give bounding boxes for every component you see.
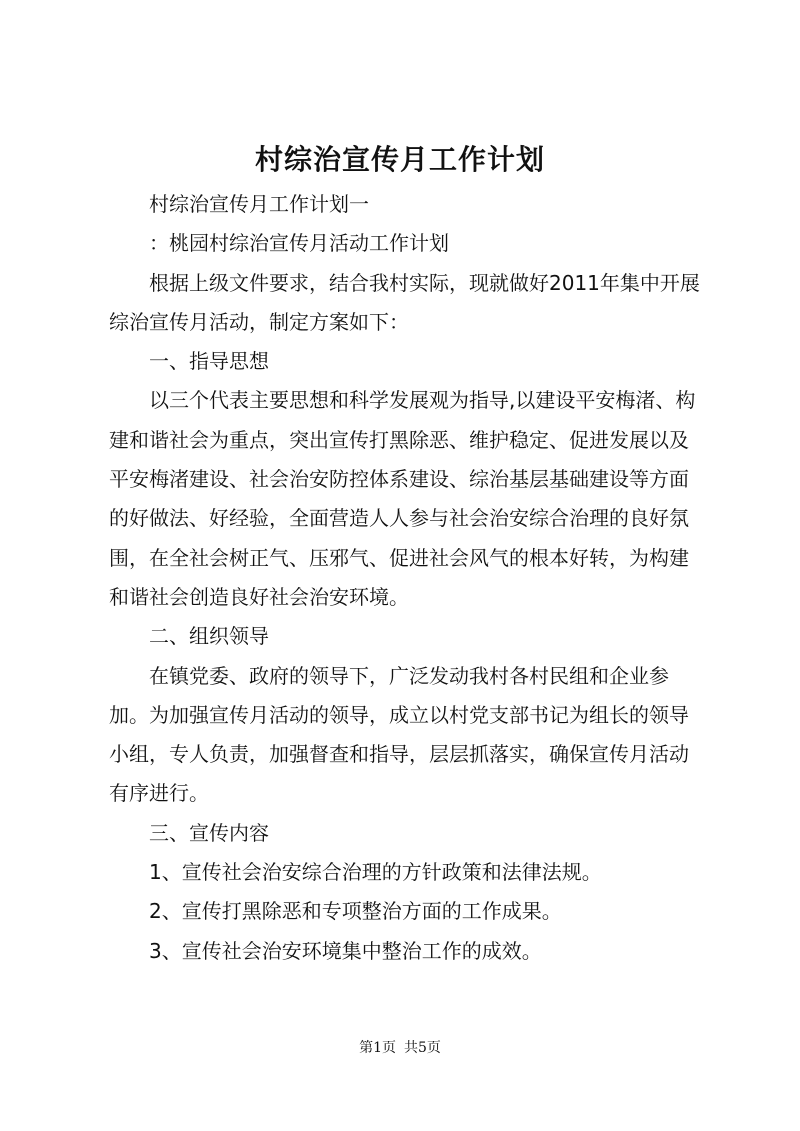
section-heading-content: 三、宣传内容: [149, 820, 269, 845]
section-heading-organization: 二、组织领导: [149, 624, 269, 649]
page-number: 第1页: [359, 1040, 396, 1056]
page-total: 共5页: [404, 1040, 441, 1056]
document-title: 村综治宣传月工作计划: [254, 143, 545, 176]
content-item-1: 1、宣传社会治安综合治理的方针政策和法律法规。: [149, 860, 602, 885]
section-heading-guiding-thought: 一、指导思想: [149, 349, 269, 374]
content-item-2: 2、宣传打黑除恶和专项整治方面的工作成果。: [149, 899, 562, 924]
intro-paragraph: 根据上级文件要求，结合我村实际，现就做好2011年集中开展综治宣传月活动，制定方案如下：: [109, 270, 700, 334]
subtitle-line: 村综治宣传月工作计划一: [149, 192, 369, 216]
page-footer: [0, 1038, 800, 1058]
document-body: [109, 185, 704, 971]
guiding-thought-paragraph: 以三个代表主要思想和科学发展观为指导,以建设平安梅渚、构建和谐社会为重点，突出宣传打黑除恶、维护稳定、促进发展以及平安梅渚建设、社会治安防控体系建设、综治基层基础建设等方面的好做法、好经验，全面营造人人参与社会治安综合治理的良好氛围，在全社会树正气、压邪气、促进社会风气的根本好转，为构建和谐社会创造良好社会治安环境。: [109, 388, 696, 609]
content-item-3: 3、宣传社会治安环境集中整治工作的成效。: [149, 938, 542, 963]
activity-plan-title: ：桃园村综治宣传月活动工作计划: [149, 231, 449, 256]
organization-paragraph: 在镇党委、政府的领导下，广泛发动我村各村民组和企业参加。为加强宣传月活动的领导，成立以村党支部书记为组长的领导小组，专人负责，加强督查和指导，层层抓落实，确保宣传月活动有序进行。: [109, 663, 689, 806]
